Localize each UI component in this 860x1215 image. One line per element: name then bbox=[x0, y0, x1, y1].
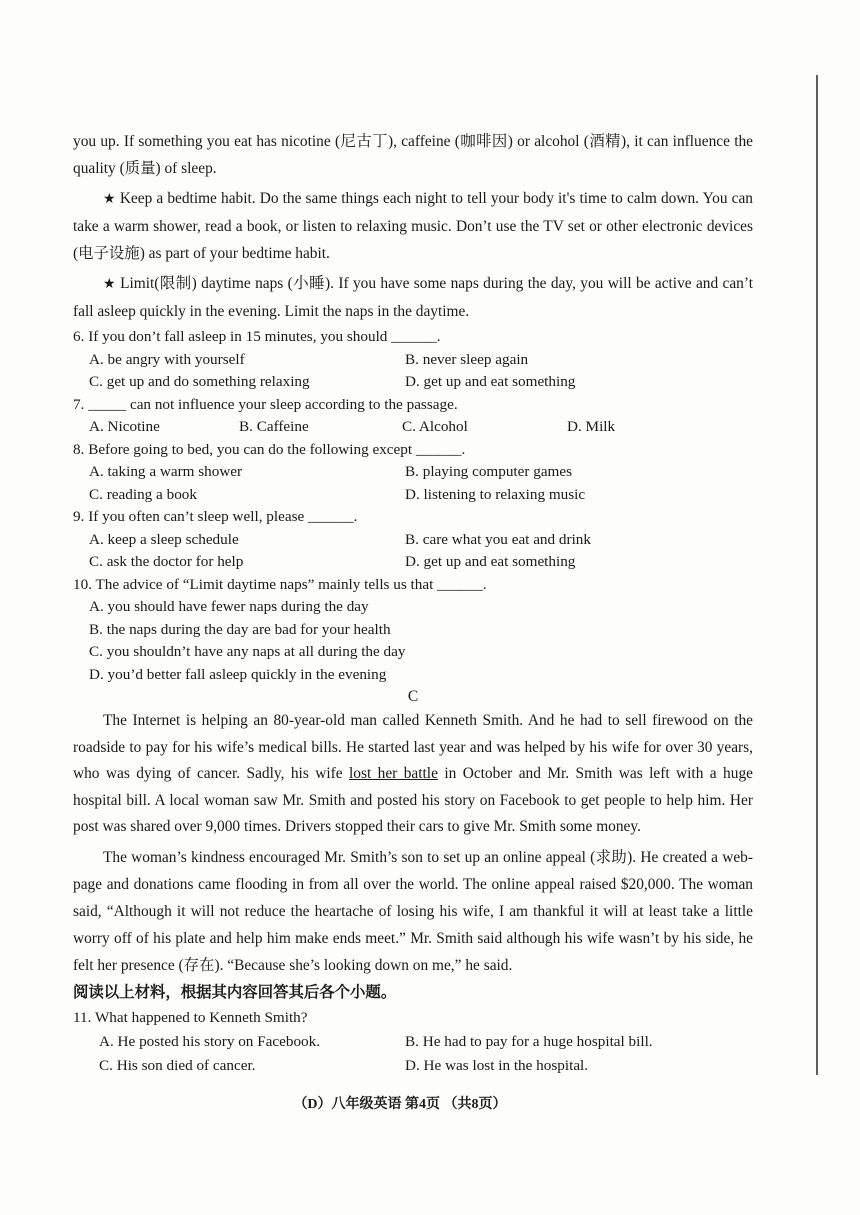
option-b: B. Caffeine bbox=[239, 418, 309, 435]
option-d: D. get up and eat something bbox=[405, 553, 576, 570]
question-stem: 8. Before going to bed, you can do the following except ______. bbox=[73, 440, 466, 458]
option-c: C. reading a book bbox=[89, 485, 197, 503]
option-d: D. He was lost in the hospital. bbox=[405, 1056, 589, 1074]
passage-b-paragraph-3-text: Limit(限制) daytime naps (小睡). If you have some naps during the day, you will be active and can’t fall asleep quickly in the evening. Limit the naps in the daytime. bbox=[73, 275, 753, 320]
question-8 bbox=[73, 439, 753, 507]
question-6 bbox=[73, 326, 753, 394]
option-c: C. ask the doctor for help bbox=[89, 553, 244, 570]
passage-c-paragraph-1 bbox=[73, 708, 753, 841]
option-c: C. get up and do something relaxing bbox=[89, 373, 310, 390]
option-a: A. keep a sleep schedule bbox=[89, 530, 239, 548]
page-footer: （D）八年级英语 第4页 （共8页） bbox=[293, 1097, 507, 1112]
question-stem: 10. The advice of “Limit daytime naps” mainly tells us that ______. bbox=[73, 575, 487, 593]
option-d: D. Milk bbox=[567, 418, 616, 435]
underlined-phrase: lost her battle bbox=[349, 765, 438, 782]
instruction-text: 阅读以上材料，根据其内容回答其后各个小题。 bbox=[73, 983, 397, 1001]
question-options bbox=[73, 416, 753, 439]
option-d: D. get up and eat something bbox=[405, 373, 576, 390]
passage-b-paragraph-1: you up. If something you eat has nicotine (尼古丁), caffeine (咖啡因) or alcohol (酒精), it can influence the quality (质量) of sleep. bbox=[73, 133, 753, 177]
option-a: A. taking a warm shower bbox=[89, 463, 243, 480]
star-icon: ★ bbox=[103, 192, 116, 207]
question-options bbox=[73, 461, 753, 506]
passage-b-paragraph-2-text: Keep a bedtime habit. Do the same things each night to tell your body it's time to calm down. You can take a warm shower, read a book, or listen to relaxing music. Don’t use the TV set or other electronic devices (电子设施) as part of your bedtime habit. bbox=[73, 190, 753, 262]
question-stem: 7. _____ can not influence your sleep according to the passage. bbox=[73, 395, 458, 413]
option-a: A. you should have fewer naps during the day bbox=[89, 598, 369, 615]
option-a: A. be angry with yourself bbox=[89, 350, 245, 368]
option-c: C. you shouldn’t have any naps at all during the day bbox=[89, 643, 406, 660]
option-b: B. He had to pay for a huge hospital bill. bbox=[405, 1032, 653, 1050]
option-c: C. Alcohol bbox=[402, 418, 468, 435]
option-c: C. His son died of cancer. bbox=[99, 1056, 256, 1074]
question-9 bbox=[73, 506, 753, 574]
page-content bbox=[73, 128, 753, 1078]
passage-c-text-before: The Internet is helping an 80-year-old man called Kenneth Smith. And he had to sell firewood on the roadside to pay for his wife’s medical bills. He started last year and was helped by his wife for over 30 years, who was dying of cancer. Sadly, his wife bbox=[73, 712, 753, 782]
star-icon: ★ bbox=[103, 277, 117, 292]
question-stem: 11. What happened to Kenneth Smith? bbox=[73, 1008, 308, 1026]
option-b: B. never sleep again bbox=[405, 350, 529, 368]
option-d: D. you’d better fall asleep quickly in the evening bbox=[89, 665, 387, 683]
option-a: A. Nicotine bbox=[89, 418, 160, 435]
question-options bbox=[73, 596, 753, 686]
option-d: D. listening to relaxing music bbox=[405, 485, 586, 503]
section-heading: C bbox=[407, 688, 419, 705]
option-b: B. playing computer games bbox=[405, 463, 573, 480]
option-b: B. the naps during the day are bad for your health bbox=[89, 620, 391, 638]
passage-c-paragraph-2: The woman’s kindness encouraged Mr. Smith’s son to set up an online appeal (求助). He created a web-page and donations came flooding in from all over the world. The online appeal raised $20,000. The woman said, “Although it will not reduce the heartache of losing his wife, I am thankful it will at least take a little worry off of his plate and help him make ends meet.” Mr. Smith said although his wife wasn’t by his side, he felt her presence (存在). “Because she’s looking down on me,” he said. bbox=[73, 848, 753, 974]
question-10 bbox=[73, 574, 753, 687]
option-b: B. care what you eat and drink bbox=[405, 530, 591, 548]
question-stem: 6. If you don’t fall asleep in 15 minutes, you should ______. bbox=[73, 328, 441, 345]
question-7 bbox=[73, 394, 753, 439]
passage-b-paragraph-2 bbox=[73, 185, 753, 267]
question-options bbox=[73, 349, 753, 394]
question-options bbox=[73, 1030, 753, 1078]
page-edge-line bbox=[816, 75, 818, 1075]
question-stem: 9. If you often can’t sleep well, please ______. bbox=[73, 508, 358, 525]
passage-c-text-after: in October and Mr. Smith was left with a huge hospital bill. A local woman saw Mr. Smith and posted his story on Facebook to get people to help him. Her post was shared over 9,000 times. Drivers stopped their cars to give Mr. Smith some money. bbox=[73, 765, 753, 835]
passage-b-paragraph-3 bbox=[73, 270, 753, 325]
question-11 bbox=[73, 1006, 753, 1078]
option-a: A. He posted his story on Facebook. bbox=[99, 1032, 321, 1050]
question-options bbox=[73, 529, 753, 574]
